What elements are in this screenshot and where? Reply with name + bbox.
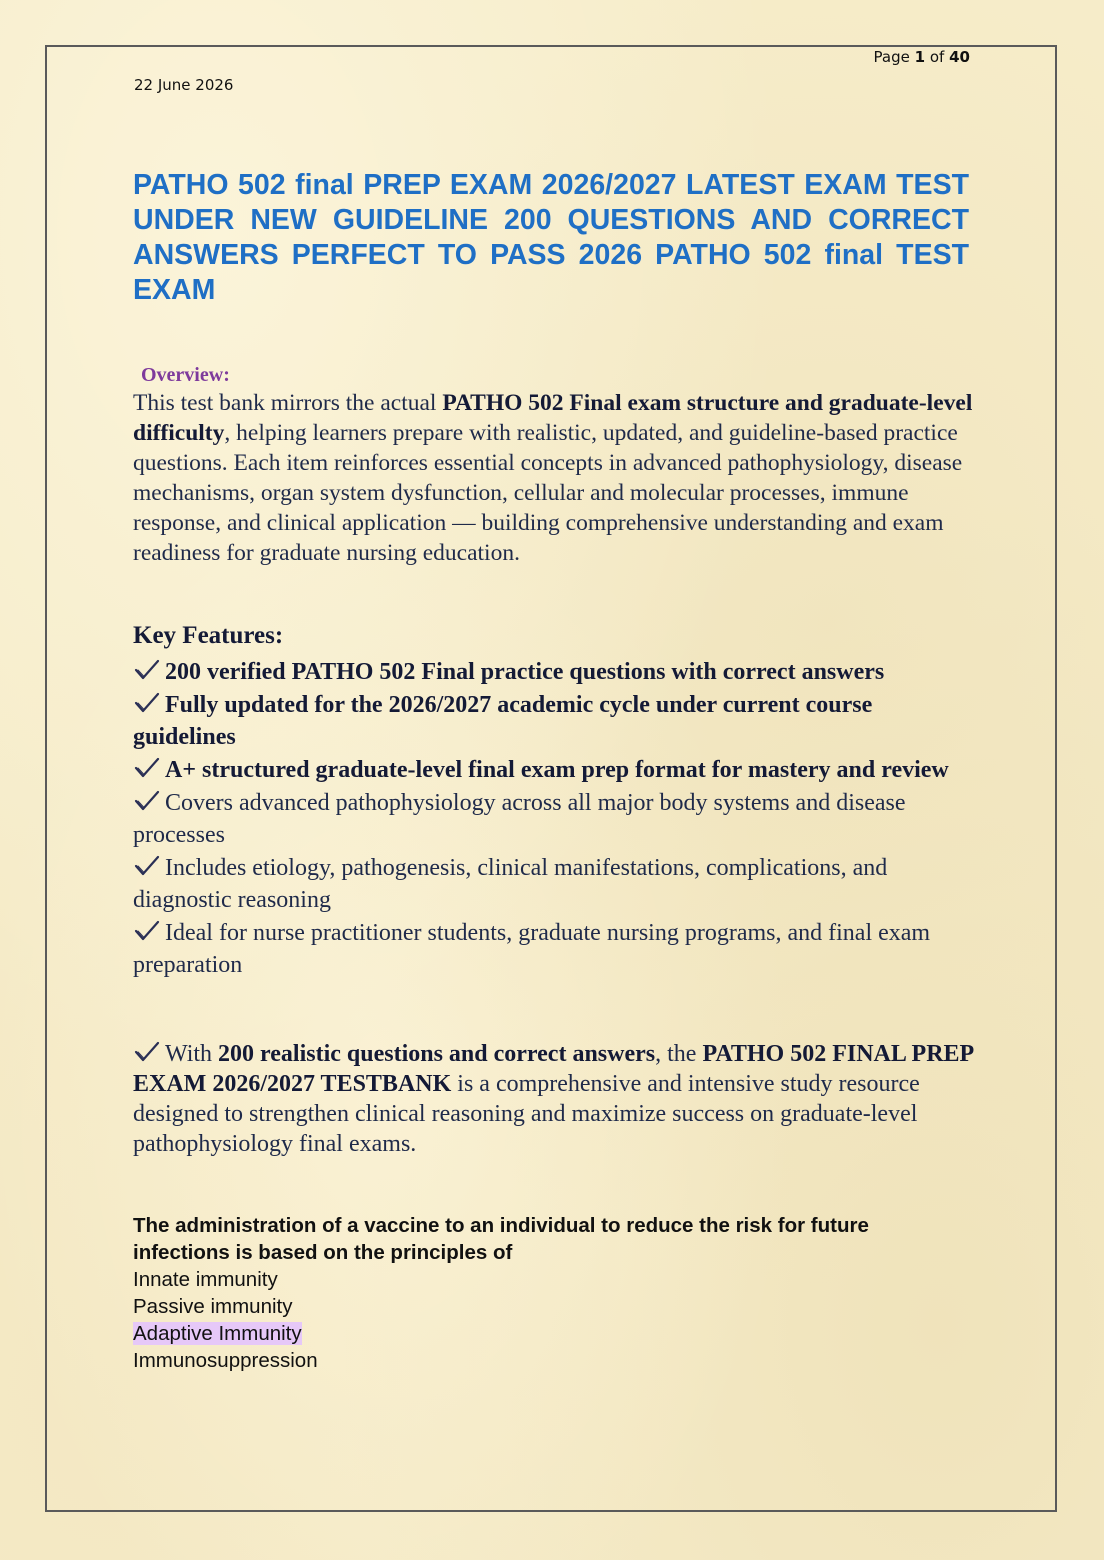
document-title: PATHO 502 final PREP EXAM 2026/2027 LATEST EXAM TEST UNDER NEW GUIDELINE 200 QUESTIONS AND CORRECT ANSWERS PERFECT TO PASS 2026 PATHO 502 final TEST EXAM [133, 169, 969, 306]
document-date: 22 June 2026 [134, 76, 234, 94]
overview-label: Overview: [141, 364, 230, 386]
answer-option: Immunosuppression [133, 1349, 318, 1372]
answer-option: Innate immunity [133, 1268, 278, 1291]
feature-item: Covers advanced pathophysiology across all major body systems and disease processes [133, 790, 906, 848]
answer-option-correct [133, 1320, 318, 1347]
page-number: Page 1 of 40 [873, 48, 970, 66]
closing-paragraph: With 200 realistic questions and correct answers, the PATHO 502 FINAL PREP EXAM 2026/2027 TESTBANK is a comprehensive and intensive study resource designed to strengthen clinical reasoning and maximize success on graduate-level pathophysiology final exams. [133, 1041, 973, 1157]
feature-item: 200 verified PATHO 502 Final practice questions with correct answers [133, 656, 978, 688]
checkmark-icon [133, 789, 161, 813]
checkmark-icon [133, 1040, 161, 1064]
feature-item: Fully updated for the 2026/2027 academic cycle under current course guidelines [133, 692, 873, 750]
feature-item: A+ structured graduate-level final exam prep format for mastery and review [133, 754, 978, 786]
checkmark-icon [133, 691, 161, 715]
feature-item: Ideal for nurse practitioner students, graduate nursing programs, and final exam preparation [133, 920, 931, 978]
highlighted-answer: Adaptive Immunity [133, 1322, 302, 1345]
checkmark-icon [133, 854, 161, 878]
checkmark-icon [133, 919, 161, 943]
checkmark-icon [133, 756, 161, 780]
key-features-heading: Key Features: [133, 622, 284, 649]
answer-options [133, 1266, 318, 1374]
answer-option: Passive immunity [133, 1295, 293, 1318]
checkmark-icon [133, 658, 161, 682]
overview-paragraph: This test bank mirrors the actual PATHO 502 Final exam structure and graduate-level difficulty, helping learners prepare with realistic, updated, and guideline-based practice questions. Each item reinforces essential concepts in advanced pathophysiology, disease mechanisms, organ system dysfunction, cellular and molecular processes, immune response, and clinical application — building comprehensive understanding and exam readiness for graduate nursing education. [133, 390, 973, 566]
feature-item: Includes etiology, pathogenesis, clinical manifestations, complications, and diagnostic reasoning [133, 855, 888, 913]
key-features-list [133, 656, 978, 982]
question-text: The administration of a vaccine to an individual to reduce the risk for future infections is based on the principles of [133, 1214, 869, 1264]
